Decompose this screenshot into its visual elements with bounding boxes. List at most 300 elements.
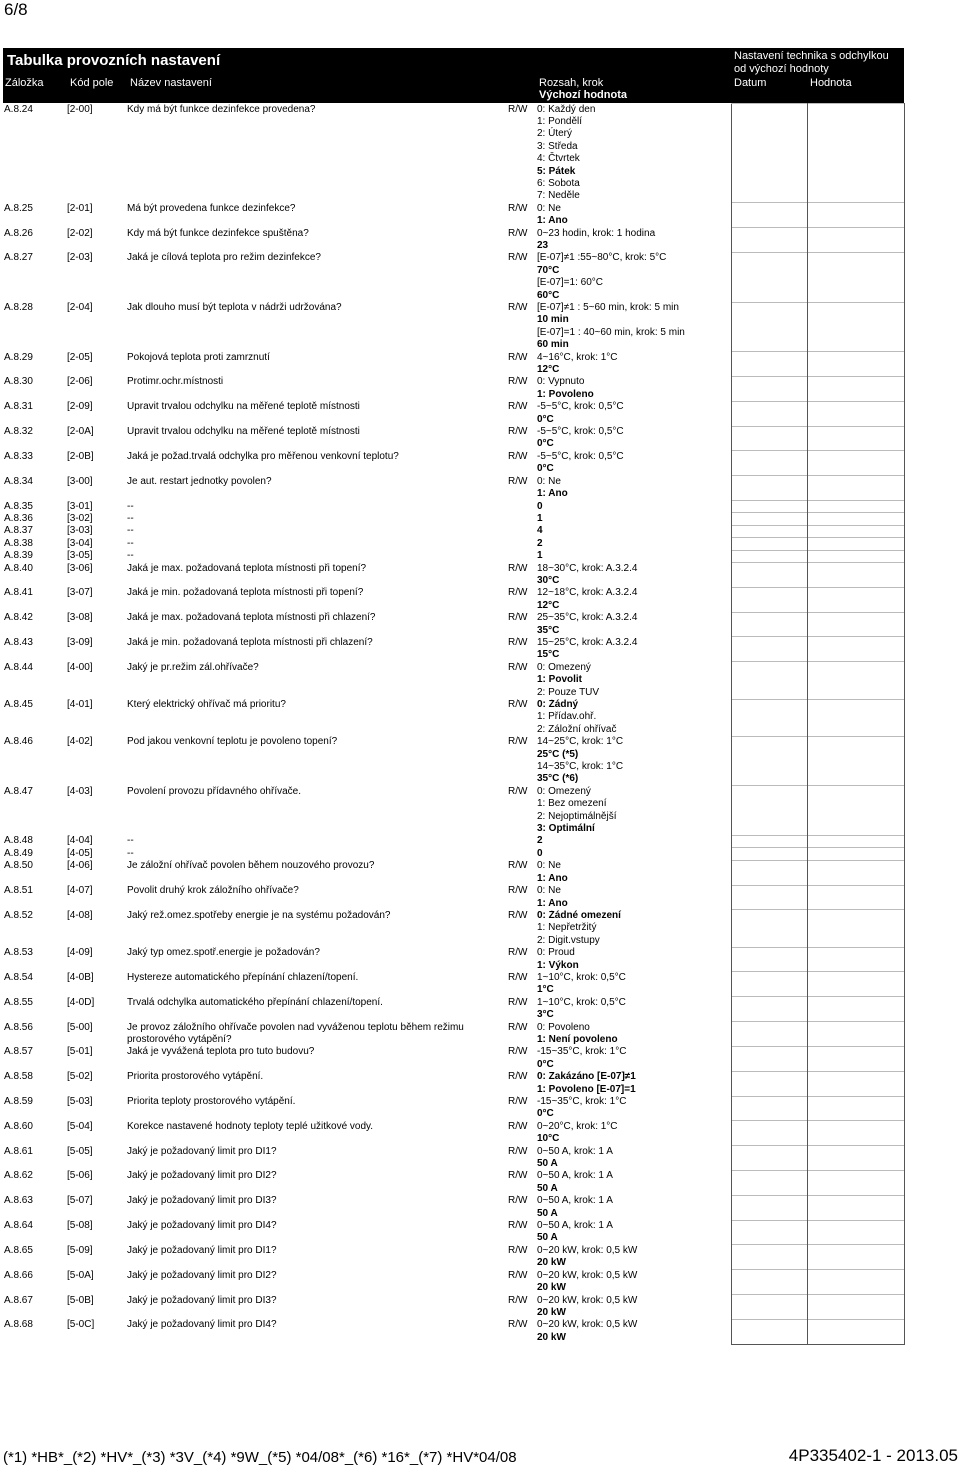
- setting-tab: A.8.34: [4, 475, 33, 487]
- range-value: 1: Bez omezení: [537, 798, 607, 810]
- setting-name: --: [127, 550, 134, 562]
- technician-date-cell[interactable]: [731, 786, 807, 836]
- setting-tab: A.8.64: [4, 1220, 33, 1232]
- setting-access: R/W: [508, 1220, 528, 1232]
- default-value: 5: Pátek: [537, 165, 576, 177]
- technician-value-cell[interactable]: [807, 1022, 904, 1047]
- technician-value-cell[interactable]: [807, 513, 904, 525]
- table-row: [3, 252, 904, 302]
- technician-date-cell[interactable]: [731, 451, 807, 476]
- setting-access: R/W: [508, 736, 528, 748]
- setting-access: R/W: [508, 636, 528, 648]
- setting-code: [4-05]: [67, 847, 93, 859]
- default-value: 23: [537, 239, 549, 251]
- technician-value-cell[interactable]: [807, 451, 904, 476]
- range-value: 0: Každý den: [537, 103, 596, 115]
- range-value: -5~5°C, krok: 0,5°C: [537, 401, 624, 413]
- technician-value-cell[interactable]: [807, 587, 904, 612]
- setting-values: [537, 1022, 731, 1047]
- table-row: [3, 1146, 904, 1171]
- setting-values: [537, 587, 731, 612]
- setting-name: Jaká je vyvážená teplota pro tuto budovu?: [127, 1046, 315, 1058]
- table-row: [3, 376, 904, 401]
- technician-date-cell[interactable]: [731, 1071, 807, 1096]
- table-row: [3, 352, 904, 377]
- technician-date-cell[interactable]: [731, 476, 807, 501]
- setting-tab: A.8.33: [4, 450, 33, 462]
- default-value: 20 kW: [537, 1306, 566, 1318]
- table-row: [3, 786, 904, 836]
- technician-value-cell[interactable]: [807, 501, 904, 513]
- setting-code: [2-01]: [67, 202, 93, 214]
- table-row: [3, 662, 904, 699]
- setting-code: [3-02]: [67, 512, 93, 524]
- setting-tab: A.8.54: [4, 971, 33, 983]
- setting-code: [4-09]: [67, 947, 93, 959]
- setting-access: R/W: [508, 401, 528, 413]
- technician-value-cell[interactable]: [807, 910, 904, 947]
- setting-tab: A.8.32: [4, 426, 33, 438]
- setting-access: [508, 550, 537, 562]
- technician-date-cell[interactable]: [731, 1270, 807, 1295]
- technician-value-cell[interactable]: [807, 376, 904, 401]
- default-value: 12°C: [537, 599, 560, 611]
- range-value: 6: Sobota: [537, 177, 580, 189]
- setting-code: [2-02]: [67, 227, 93, 239]
- technician-date-cell[interactable]: [731, 910, 807, 947]
- setting-tab: A.8.39: [4, 550, 33, 562]
- setting-code: [5-0C]: [67, 1319, 95, 1331]
- setting-access: R/W: [508, 909, 528, 921]
- range-value: 2: Nejoptimálnější: [537, 810, 617, 822]
- setting-values: [537, 1170, 731, 1195]
- technician-value-cell[interactable]: [807, 302, 904, 352]
- technician-value-cell[interactable]: [807, 1096, 904, 1121]
- setting-tab: A.8.40: [4, 562, 33, 574]
- default-value: 1: Výkon: [537, 959, 579, 971]
- col-header-code: Kód pole: [70, 77, 114, 89]
- technician-value-cell[interactable]: [807, 885, 904, 910]
- table-row: [3, 947, 904, 972]
- table-row: [3, 997, 904, 1022]
- setting-tab: A.8.52: [4, 909, 33, 921]
- setting-access: R/W: [508, 1071, 528, 1083]
- technician-value-cell[interactable]: [807, 848, 904, 860]
- default-value: 0°C: [537, 438, 554, 450]
- technician-date-cell[interactable]: [731, 699, 807, 736]
- table-row: [3, 550, 904, 562]
- table-row: [3, 563, 904, 588]
- setting-access: R/W: [508, 947, 528, 959]
- default-value: 0°C: [537, 463, 554, 475]
- technician-date-cell[interactable]: [731, 997, 807, 1022]
- setting-name: Jaký je požadovaný limit pro DI3?: [127, 1195, 277, 1207]
- range-value: [E-07]≠1 :55~80°C, krok: 5°C: [537, 252, 667, 264]
- setting-name: Jaký je požadovaný limit pro DI2?: [127, 1170, 277, 1182]
- setting-tab: A.8.30: [4, 376, 33, 388]
- setting-values: [537, 352, 731, 377]
- range-value: -15~35°C, krok: 1°C: [537, 1046, 627, 1058]
- technician-date-cell[interactable]: [731, 1146, 807, 1171]
- table-header: [3, 48, 904, 103]
- setting-values: [537, 637, 731, 662]
- table-row: [3, 476, 904, 501]
- setting-name: Je provoz záložního ohřívače povolen nad vyváženou teplotu během režimu prostorového vytápění?: [127, 1021, 464, 1045]
- setting-access: R/W: [508, 612, 528, 624]
- setting-access: R/W: [508, 302, 528, 313]
- setting-access: R/W: [508, 103, 528, 115]
- range-value: 4~16°C, krok: 1°C: [537, 351, 618, 363]
- default-value: 0°C: [537, 1108, 554, 1120]
- technician-date-cell[interactable]: [731, 501, 807, 513]
- technician-date-cell[interactable]: [731, 376, 807, 401]
- technician-date-cell[interactable]: [731, 228, 807, 253]
- footer-document-id: 4P335402-1 - 2013.05: [788, 1446, 958, 1465]
- range-value: -5~5°C, krok: 0,5°C: [537, 426, 624, 438]
- default-value: 20 kW: [537, 1257, 566, 1269]
- setting-code: [5-05]: [67, 1145, 93, 1157]
- technician-value-cell[interactable]: [807, 637, 904, 662]
- setting-name: --: [127, 537, 134, 549]
- setting-name: Upravit trvalou odchylku na měřené teplotě místnosti: [127, 426, 360, 438]
- default-value: 10 min: [537, 314, 569, 326]
- setting-access: R/W: [508, 1195, 528, 1207]
- table-row: [3, 401, 904, 426]
- setting-name: Priorita prostorového vytápění.: [127, 1071, 264, 1083]
- setting-access: R/W: [508, 252, 528, 264]
- default-value: 50 A: [537, 1182, 558, 1194]
- technician-value-cell[interactable]: [807, 997, 904, 1022]
- setting-name: --: [127, 525, 134, 537]
- setting-code: [3-01]: [67, 500, 93, 512]
- technician-date-cell[interactable]: [731, 662, 807, 699]
- setting-tab: A.8.38: [4, 537, 33, 549]
- technician-date-cell[interactable]: [731, 885, 807, 910]
- default-value: 0°C: [537, 413, 554, 425]
- technician-date-cell[interactable]: [731, 302, 807, 352]
- setting-code: [2-05]: [67, 351, 93, 363]
- table-row: [3, 228, 904, 253]
- technician-date-cell[interactable]: [731, 1195, 807, 1220]
- setting-name: Jaký je požadovaný limit pro DI4?: [127, 1319, 277, 1331]
- technician-value-cell[interactable]: [807, 860, 904, 885]
- technician-date-cell[interactable]: [731, 1022, 807, 1047]
- technician-value-cell[interactable]: [807, 699, 904, 736]
- setting-code: [3-07]: [67, 587, 93, 599]
- technician-value-cell[interactable]: [807, 1071, 904, 1096]
- setting-access: R/W: [508, 1046, 528, 1058]
- technician-date-cell[interactable]: [731, 1295, 807, 1320]
- default-value: 60 min: [537, 339, 569, 351]
- table-row: [3, 302, 904, 352]
- setting-name: Jaký je požadovaný limit pro DI1?: [127, 1145, 277, 1157]
- range-value: 7: Neděle: [537, 190, 580, 202]
- technician-date-cell[interactable]: [731, 538, 807, 550]
- technician-value-cell[interactable]: [807, 947, 904, 972]
- setting-tab: A.8.68: [4, 1319, 33, 1331]
- setting-tab: A.8.29: [4, 351, 33, 363]
- setting-name: Povolit druhý krok záložního ohřívače?: [127, 885, 299, 897]
- setting-tab: A.8.60: [4, 1120, 33, 1132]
- setting-values: [537, 563, 731, 588]
- range-value: 18~30°C, krok: A.3.2.4: [537, 562, 638, 574]
- default-value: 30°C: [537, 574, 560, 586]
- default-value: 0: Zakázáno [E-07]≠1: [537, 1071, 636, 1083]
- setting-code: [3-09]: [67, 636, 93, 648]
- setting-code: [5-08]: [67, 1220, 93, 1232]
- setting-access: R/W: [508, 699, 528, 710]
- default-value: 1: [537, 550, 543, 562]
- technician-value-cell[interactable]: [807, 401, 904, 426]
- setting-values: [537, 835, 731, 847]
- range-value: 0~50 A, krok: 1 A: [537, 1170, 613, 1182]
- table-row: [3, 203, 904, 228]
- setting-values: [537, 1071, 731, 1096]
- table-row: [3, 848, 904, 860]
- default-value: 1: Ano: [537, 897, 568, 909]
- technician-value-cell[interactable]: [807, 1220, 904, 1245]
- table-row: [3, 104, 904, 203]
- setting-values: [537, 1195, 731, 1220]
- setting-code: [2-06]: [67, 376, 93, 388]
- setting-name: Jaký je požadovaný limit pro DI1?: [127, 1244, 277, 1256]
- table-row: [3, 860, 904, 885]
- range-value: 0~20°C, krok: 1°C: [537, 1120, 618, 1132]
- setting-access: R/W: [508, 1170, 528, 1182]
- setting-code: [2-09]: [67, 401, 93, 413]
- technician-date-cell[interactable]: [731, 1220, 807, 1245]
- setting-tab: A.8.26: [4, 227, 33, 239]
- setting-code: [5-07]: [67, 1195, 93, 1207]
- setting-name: Jak dlouho musí být teplota v nádrži udržována?: [127, 302, 342, 313]
- default-value: 0: Žádný: [537, 699, 579, 710]
- technician-value-cell[interactable]: [807, 525, 904, 537]
- range-value: 1: Nepřetržitý: [537, 922, 597, 934]
- technician-value-cell[interactable]: [807, 1121, 904, 1146]
- table-row: [3, 637, 904, 662]
- technician-value-cell[interactable]: [807, 426, 904, 451]
- technician-value-cell[interactable]: [807, 538, 904, 550]
- setting-tab: A.8.56: [4, 1021, 33, 1033]
- technician-date-cell[interactable]: [731, 587, 807, 612]
- setting-tab: A.8.61: [4, 1145, 33, 1157]
- table-row: [3, 1220, 904, 1245]
- technician-date-cell[interactable]: [731, 1046, 807, 1071]
- setting-code: [5-06]: [67, 1170, 93, 1182]
- default-value: 1: [537, 512, 543, 524]
- range-value: 0: Ne: [537, 885, 561, 897]
- setting-values: [537, 252, 731, 302]
- default-value: 1: Ano: [537, 215, 568, 227]
- range-value: 1: Pondělí: [537, 115, 583, 127]
- technician-value-cell[interactable]: [807, 203, 904, 228]
- table-row: [3, 1319, 904, 1344]
- range-value: 0: Povoleno: [537, 1021, 590, 1033]
- range-value: 0~50 A, krok: 1 A: [537, 1195, 613, 1207]
- setting-tab: A.8.45: [4, 699, 33, 710]
- technician-date-cell[interactable]: [731, 947, 807, 972]
- technician-date-cell[interactable]: [731, 563, 807, 588]
- technician-value-cell[interactable]: [807, 228, 904, 253]
- technician-date-cell[interactable]: [731, 972, 807, 997]
- setting-values: [537, 947, 731, 972]
- table-row: [3, 612, 904, 637]
- technician-date-cell[interactable]: [731, 1319, 807, 1344]
- technician-value-cell[interactable]: [807, 476, 904, 501]
- range-value: 14~35°C, krok: 1°C: [537, 761, 624, 773]
- setting-tab: A.8.57: [4, 1046, 33, 1058]
- setting-name: Jaká je požad.trvalá odchylka pro měřenou venkovní teplotu?: [127, 450, 399, 462]
- footer-model-codes: (*1) *HB*_(*2) *HV*_(*3) *3V_(*4) *9W_(*5) *04/08*_(*6) *16*_(*7) *HV*04/08: [3, 1449, 517, 1466]
- setting-tab: A.8.37: [4, 525, 33, 537]
- setting-code: [4-0D]: [67, 996, 95, 1008]
- technician-value-cell[interactable]: [807, 1295, 904, 1320]
- table-row: [3, 501, 904, 513]
- setting-code: [3-03]: [67, 525, 93, 537]
- setting-values: [537, 401, 731, 426]
- table-row: [3, 736, 904, 786]
- table-row: [3, 910, 904, 947]
- setting-access: [508, 848, 537, 860]
- setting-values: [537, 513, 731, 525]
- default-value: 0: [537, 847, 543, 859]
- range-value: 0: Omezený: [537, 785, 591, 797]
- technician-value-cell[interactable]: [807, 252, 904, 302]
- technician-date-cell[interactable]: [731, 525, 807, 537]
- setting-access: R/W: [508, 450, 528, 462]
- setting-code: [3-04]: [67, 537, 93, 549]
- setting-code: [5-03]: [67, 1096, 93, 1107]
- technician-date-cell[interactable]: [731, 513, 807, 525]
- technician-date-cell[interactable]: [731, 1245, 807, 1270]
- technician-date-cell[interactable]: [731, 1170, 807, 1195]
- technician-date-cell[interactable]: [731, 1121, 807, 1146]
- setting-access: R/W: [508, 1294, 528, 1306]
- technician-date-cell[interactable]: [731, 550, 807, 562]
- technician-value-cell[interactable]: [807, 612, 904, 637]
- technician-date-cell[interactable]: [731, 352, 807, 377]
- setting-tab: A.8.67: [4, 1294, 33, 1306]
- technician-date-cell[interactable]: [731, 104, 807, 203]
- table-row: [3, 587, 904, 612]
- setting-name: Jaký je požadovaný limit pro DI4?: [127, 1220, 277, 1232]
- technician-value-cell[interactable]: [807, 662, 904, 699]
- technician-date-cell[interactable]: [731, 612, 807, 637]
- range-value: 2: Digit.vstupy: [537, 934, 600, 946]
- setting-values: [537, 525, 731, 537]
- setting-code: [4-04]: [67, 835, 93, 847]
- default-value: 15°C: [537, 649, 560, 661]
- setting-code: [2-00]: [67, 103, 93, 115]
- setting-code: [4-01]: [67, 699, 93, 710]
- setting-name: Protimr.ochr.místnosti: [127, 376, 224, 388]
- technician-date-cell[interactable]: [731, 736, 807, 786]
- technician-date-cell[interactable]: [731, 860, 807, 885]
- technician-value-cell[interactable]: [807, 550, 904, 562]
- setting-access: R/W: [508, 587, 528, 599]
- setting-code: [4-0B]: [67, 971, 94, 983]
- technician-value-cell[interactable]: [807, 104, 904, 203]
- range-value: 0~50 A, krok: 1 A: [537, 1145, 613, 1157]
- technician-date-cell[interactable]: [731, 848, 807, 860]
- table-row: [3, 972, 904, 997]
- setting-name: Je záložní ohřívač povolen během nouzového provozu?: [127, 860, 375, 872]
- technician-date-cell[interactable]: [731, 203, 807, 228]
- setting-access: R/W: [508, 202, 528, 214]
- range-value: 0: Omezený: [537, 661, 591, 673]
- technician-date-cell[interactable]: [731, 401, 807, 426]
- table-row: [3, 1046, 904, 1071]
- technician-value-cell[interactable]: [807, 352, 904, 377]
- setting-name: Jaký typ omez.spotř.energie je požadován?: [127, 947, 320, 959]
- technician-value-cell[interactable]: [807, 972, 904, 997]
- setting-code: [5-00]: [67, 1021, 93, 1033]
- setting-values: [537, 302, 731, 352]
- setting-code: [5-02]: [67, 1071, 93, 1083]
- setting-name: Jaká je min. požadovaná teplota místnosti při topení?: [127, 587, 364, 599]
- settings-table: [3, 103, 905, 1345]
- setting-access: R/W: [508, 1244, 528, 1256]
- setting-name: Povolení provozu přídavného ohřívače.: [127, 785, 301, 797]
- table-row: [3, 525, 904, 537]
- setting-code: [2-0A]: [67, 426, 94, 438]
- setting-access: R/W: [508, 562, 528, 574]
- default-value: 3: Optimální: [537, 823, 595, 835]
- setting-tab: A.8.58: [4, 1071, 33, 1083]
- default-value: 10°C: [537, 1133, 560, 1145]
- page-number: 6/8: [4, 0, 28, 19]
- default-value: 0: Žádné omezení: [537, 909, 621, 921]
- range-value: -5~5°C, krok: 0,5°C: [537, 450, 624, 462]
- technician-value-cell[interactable]: [807, 563, 904, 588]
- range-value: [E-07]=1 : 40~60 min, krok: 5 min: [537, 326, 685, 338]
- technician-value-cell[interactable]: [807, 1270, 904, 1295]
- default-value: 0°C: [537, 1058, 554, 1070]
- technician-date-cell[interactable]: [731, 835, 807, 847]
- technician-value-cell[interactable]: [807, 736, 904, 786]
- default-value: 1: Povolit: [537, 674, 583, 686]
- setting-name: Priorita teploty prostorového vytápění.: [127, 1096, 296, 1107]
- technician-date-cell[interactable]: [731, 426, 807, 451]
- range-value: 1: Přídav.ohř.: [537, 711, 597, 723]
- setting-name: --: [127, 847, 134, 859]
- technician-date-cell[interactable]: [731, 1096, 807, 1121]
- technician-date-cell[interactable]: [731, 637, 807, 662]
- table-row: [3, 538, 904, 550]
- technician-value-cell[interactable]: [807, 1319, 904, 1344]
- default-value: 60°C: [537, 289, 560, 301]
- range-value: [E-07]≠1 : 5~60 min, krok: 5 min: [537, 302, 679, 313]
- col-header-default: Výchozí hodnota: [539, 89, 627, 101]
- setting-access: R/W: [508, 885, 528, 897]
- setting-code: [3-06]: [67, 562, 93, 574]
- default-value: 1: Povoleno: [537, 388, 594, 400]
- technician-value-cell[interactable]: [807, 786, 904, 836]
- setting-values: [537, 538, 731, 550]
- table-row: [3, 1071, 904, 1096]
- technician-value-cell[interactable]: [807, 1146, 904, 1171]
- technician-value-cell[interactable]: [807, 1046, 904, 1071]
- technician-value-cell[interactable]: [807, 1195, 904, 1220]
- technician-date-cell[interactable]: [731, 252, 807, 302]
- setting-access: R/W: [508, 971, 528, 983]
- technician-value-cell[interactable]: [807, 1245, 904, 1270]
- technician-value-cell[interactable]: [807, 835, 904, 847]
- setting-name: --: [127, 835, 134, 847]
- setting-access: R/W: [508, 376, 528, 388]
- setting-name: Jaká je min. požadovaná teplota místnosti při chlazení?: [127, 636, 373, 648]
- technician-value-cell[interactable]: [807, 1170, 904, 1195]
